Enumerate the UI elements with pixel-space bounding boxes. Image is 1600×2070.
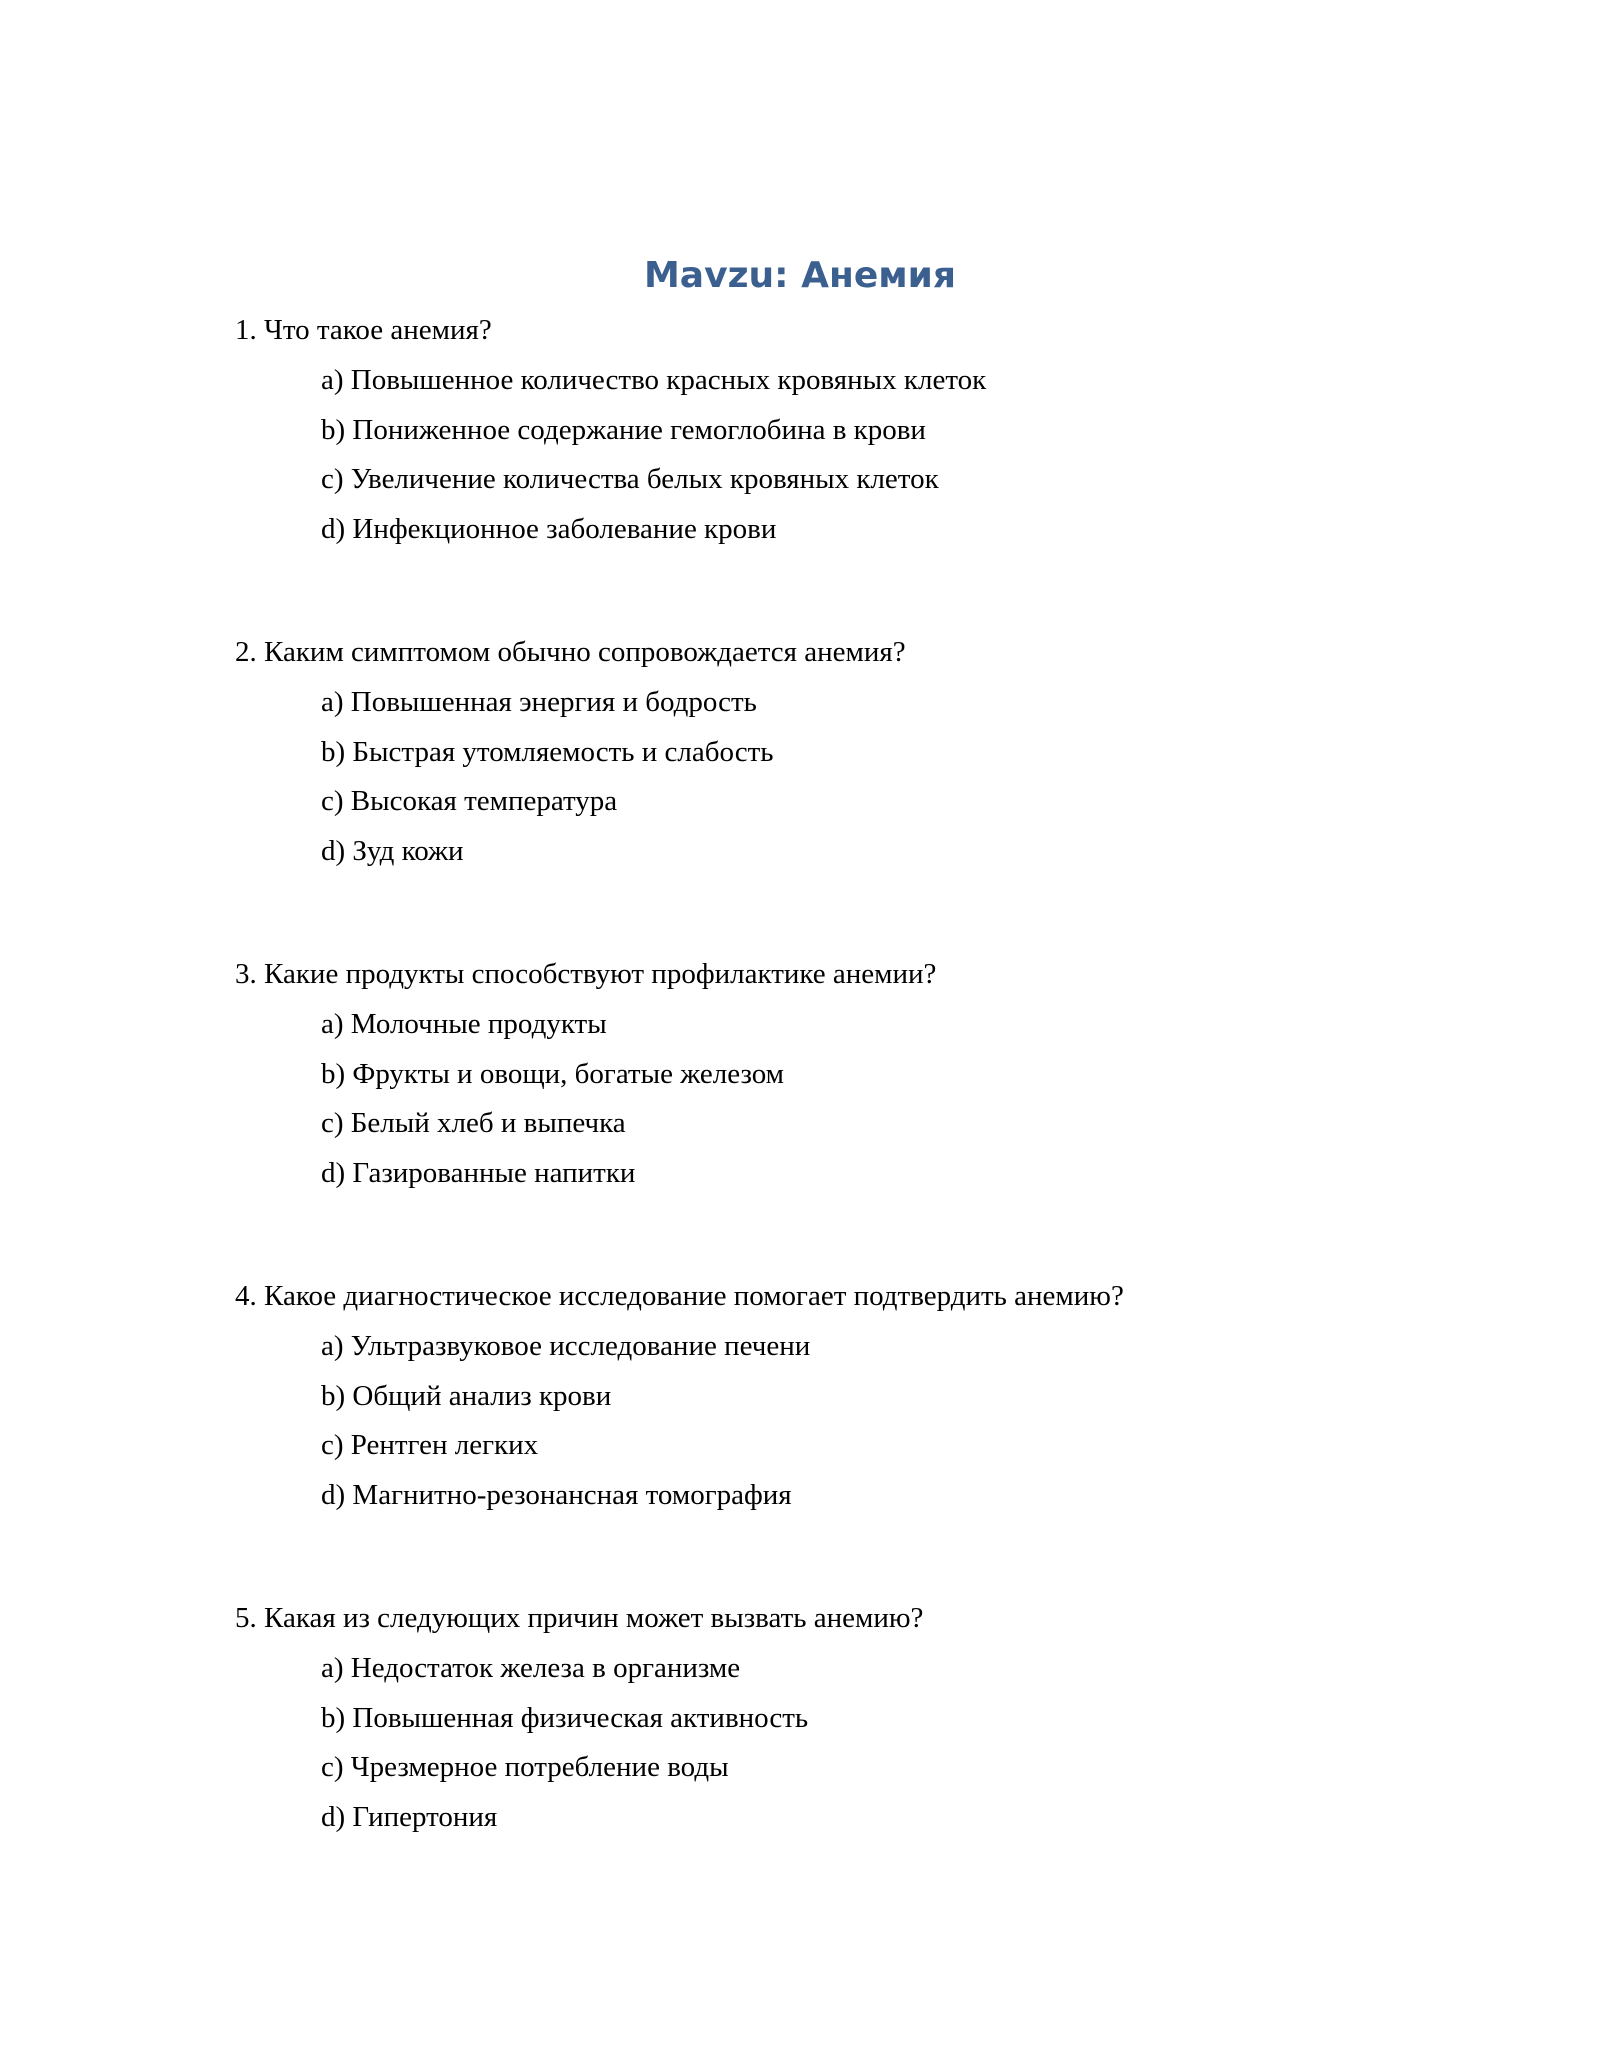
answer-option-d: d) Инфекционное заболевание крови [321, 512, 777, 545]
answer-option-a: a) Недостаток железа в организме [321, 1652, 741, 1684]
question-text: 2. Каким симптомом обычно сопровождается анемия? [235, 636, 906, 668]
answer-option-d: d) Гипертония [321, 1800, 498, 1833]
answer-option-b: b) Повышенная физическая активность [321, 1701, 809, 1734]
answer-option-b: b) Пониженное содержание гемоглобина в крови [321, 413, 926, 446]
question-4 [235, 1278, 1435, 1526]
answer-option-b: b) Фрукты и овощи, богатые железом [321, 1057, 785, 1090]
question-5 [235, 1600, 1435, 1848]
question-2 [235, 634, 1435, 882]
answer-options [321, 684, 1435, 882]
answer-option-b: b) Быстрая утомляемость и слабость [321, 735, 774, 768]
question-1 [235, 312, 1435, 560]
answer-option-c: c) Высокая температура [321, 785, 618, 817]
answer-option-c: c) Увеличение количества белых кровяных клеток [321, 463, 939, 495]
document-title: Mavzu: Анемия [643, 255, 956, 296]
answer-option-a: a) Повышенная энергия и бодрость [321, 686, 757, 718]
question-text: 3. Какие продукты способствуют профилактике анемии? [235, 958, 937, 990]
answer-option-a: a) Молочные продукты [321, 1008, 607, 1040]
question-text: 1. Что такое анемия? [235, 314, 492, 346]
answer-option-d: d) Газированные напитки [321, 1156, 636, 1189]
answer-option-c: c) Чрезмерное потребление воды [321, 1751, 729, 1783]
answer-option-c: c) Рентген легких [321, 1429, 539, 1461]
answer-option-c: c) Белый хлеб и выпечка [321, 1107, 626, 1139]
question-text: 5. Какая из следующих причин может вызвать анемию? [235, 1602, 924, 1634]
answer-option-d: d) Зуд кожи [321, 834, 464, 867]
answer-options [321, 1328, 1435, 1526]
answer-option-a: a) Ультразвуковое исследование печени [321, 1330, 811, 1362]
answer-options [321, 1650, 1435, 1848]
answer-option-b: b) Общий анализ крови [321, 1379, 612, 1412]
question-text: 4. Какое диагностическое исследование помогает подтвердить анемию? [235, 1280, 1124, 1312]
answer-option-a: a) Повышенное количество красных кровяных клеток [321, 364, 987, 396]
answer-option-d: d) Магнитно-резонансная томография [321, 1478, 792, 1511]
answer-options [321, 362, 1435, 560]
question-3 [235, 956, 1435, 1204]
answer-options [321, 1006, 1435, 1204]
